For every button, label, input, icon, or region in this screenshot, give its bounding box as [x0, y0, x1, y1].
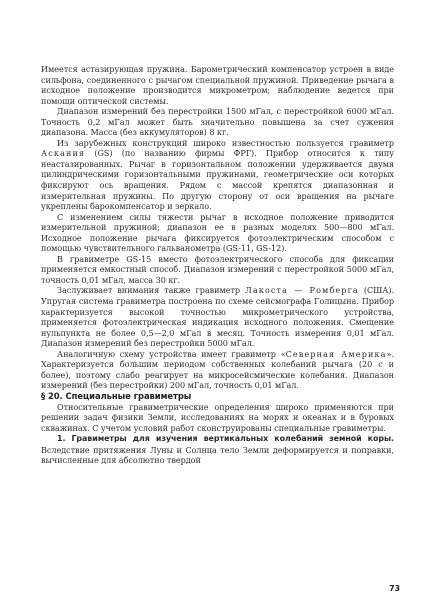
paragraph: Имеется астазирующая пружина. Барометрический компенсатор устроен в виде сильфона, соединенного с рычагом специальной пружиной. Приведение рычага в исходное положение производится микрометром; наблюдение ведется при помощи оптической системы. [41, 64, 394, 106]
text-run: Заслуживает внимания также гравиметр [57, 285, 246, 296]
section-heading: § 20. Специальные гравиметры [41, 390, 192, 401]
page-number: 73 [389, 584, 400, 593]
paragraph: С изменением силы тяжести рычаг в исходное положение приводится измерительной пружиной; диапазон ее в разных моделях 500—800 мГал. Исходное положение рычага фиксируется фотоэлектрическим способом с помощью чувствительного гальванометра (GS-11, GS-12). [41, 211, 394, 254]
paragraph: Относительные гравиметрические определения широко применяются при решении задач физики Земли, исследованиях на морях и океанах и в буровых скважинах. С учетом условий работ сконструированы специальные гравиметры. [41, 401, 394, 433]
paragraph [41, 285, 394, 348]
text-run: Из зарубежных конструкций широко известностью пользуется гравиметр [57, 137, 394, 148]
instrument-name: Северная Америка [285, 348, 387, 359]
text-run: (США). Упругая система гравиметра построена по схеме сейсмографа Голицына. Прибор характеризуется высокой точностью микрометрического устройства, применяется фотоэлектрическая индикация исходного положения. Смещение нульпункта не более 0,5—2,0 мГал в месяц. Точность измерения 0,01 мГал. Диапазон измерений без перестройки 5000 мГал. [41, 285, 394, 349]
paragraph: В гравиметре GS-15 вместо фотоэлектрического способа для фиксации применяется емкостный способ. Диапазон измерений с перестройкой 5000 мГал, точность 0,01 мГал, масса 30 кг. [41, 253, 394, 285]
paragraph [41, 349, 394, 391]
page-body [41, 64, 394, 466]
instrument-name: Лакоста — Ромберга [245, 285, 359, 296]
paragraph [41, 433, 394, 466]
text-run: (GS) (по названию фирмы ФРГ). Прибор относится к типу неастазированных. Рычаг в горизонтальном положении удерживается двумя цилиндрическими горизонтальными пружинами, геометрические оси которых фиксируют ось вращения. Рядом с массой крепятся диапазонная и измерительная пружины. По другую сторону от оси вращения на рычаге укреплены барокомпенсатор и зеркало. [41, 148, 394, 212]
paragraph [41, 138, 394, 212]
text-run: ». Характеризуется большим периодом собственных колебаний рычага (20 с и более), поэтому слабо реагирует на микросейсмические колебания. Диапазон измерений (без перестройки) 200 мГал, точность 0,01 мГал. [41, 348, 394, 391]
paragraph: Диапазон измерений без перестройки 1500 мГал, с перестройкой 6000 мГал. Точность 0,2 мГал может быть значительно повышена за счет сужения диапазона. Масса (без аккумуляторов) 8 кг. [41, 106, 394, 138]
instrument-name: Аскания [41, 148, 86, 159]
subsection-title: 1. Гравиметры для изучения вертикальных колебаний земной коры. [57, 434, 394, 444]
text-run: Вследствие притяжения Луны и Солнца тело Земли деформируется и поправки, вычисленные для абсолютно твердой [41, 444, 394, 466]
text-run: Аналогичную схему устройства имеет гравиметр « [57, 348, 286, 359]
